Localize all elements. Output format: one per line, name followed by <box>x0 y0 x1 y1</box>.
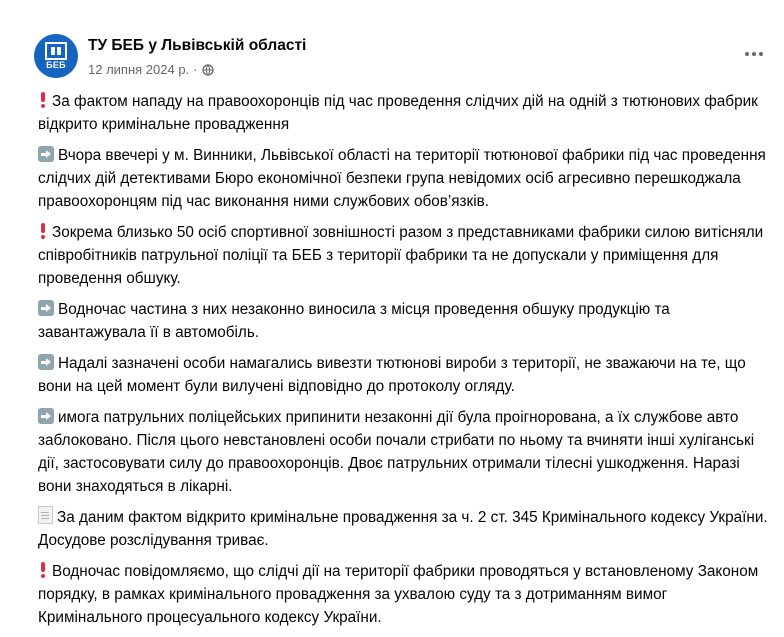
more-dot <box>759 52 763 56</box>
exclamation-icon <box>38 562 48 578</box>
paragraph-text: имога патрульних поліцейських припинити незаконні дії була проігнорована, а їх службове авто заблоковано. Після цього невстановлені особи почали стрибати по ньому та вчиняти інші хуліганські дії, застосовувати силу до правоохоронців. Двоє патрульних отримали тілесні ушкодження. Наразі вони знаходяться в лікарні. <box>38 409 755 495</box>
post-body <box>38 90 774 637</box>
paragraph-text: За даним фактом відкрито кримінальне провадження за ч. 2 ст. 345 Кримінального кодексу України. Досудове розслідування триває. <box>38 509 768 549</box>
post-meta <box>88 62 214 77</box>
meta-separator: · <box>193 62 198 77</box>
avatar-text: БЕБ <box>46 60 66 70</box>
right-arrow-icon <box>38 300 54 316</box>
avatar[interactable] <box>34 34 78 78</box>
more-dot <box>745 52 749 56</box>
post-date[interactable]: 12 липня 2024 р. <box>88 62 190 77</box>
post-paragraph <box>38 90 774 136</box>
paragraph-text: Зокрема близько 50 осіб спортивної зовнішності разом з представниками фабрики силою витісняли співробітників патрульної поліції та БЕБ з території фабрики та не допускали у приміщення для проведення обшуку. <box>38 224 764 287</box>
right-arrow-icon <box>38 408 54 424</box>
right-arrow-icon <box>38 354 54 370</box>
paragraph-text: Водночас повідомляємо, що слідчі дії на території фабрики проводяться у встановленому Законом порядку, в рамках кримінального провадження за ухвалою суду та з дотриманням вимог Кримінального процесуального кодексу України. <box>38 563 759 626</box>
post-paragraph <box>38 298 774 344</box>
post-paragraph <box>38 144 774 213</box>
post-paragraph <box>38 406 774 498</box>
exclamation-icon <box>38 223 48 239</box>
post-paragraph <box>38 221 774 290</box>
post-paragraph <box>38 352 774 398</box>
globe-icon[interactable] <box>202 64 214 76</box>
right-arrow-icon <box>38 146 54 162</box>
paragraph-text: За фактом нападу на правоохоронців під час проведення слідчих дій на одній з тютюнових фабрик відкрито кримінальне провадження <box>38 93 758 133</box>
more-dot <box>752 52 756 56</box>
page-name[interactable]: ТУ БЕБ у Львівській області <box>88 37 307 54</box>
post-paragraph <box>38 506 774 552</box>
paragraph-text: Вчора ввечері у м. Винники, Львівської області на території тютюнової фабрики під час проведення слідчих дій детективами Бюро економічної безпеки група невідомих осіб агресивно перешкоджала правоохоронцям під час виконання ними службових обов’язків. <box>38 147 766 210</box>
post-paragraph <box>38 560 774 629</box>
document-icon <box>38 506 53 524</box>
exclamation-icon <box>38 92 48 108</box>
paragraph-text: Водночас частина з них незаконно виносила з місця проведення обшуку продукцію та завантажувала її в автомобіль. <box>38 301 670 341</box>
paragraph-text: Надалі зазначені особи намагались вивезти тютюнові вироби з території, не зважаючи на те, що вони на цей момент були вилучені відповідно до протоколу огляду. <box>38 355 746 395</box>
more-options-button[interactable] <box>742 44 766 64</box>
beb-logo-icon <box>45 42 67 60</box>
